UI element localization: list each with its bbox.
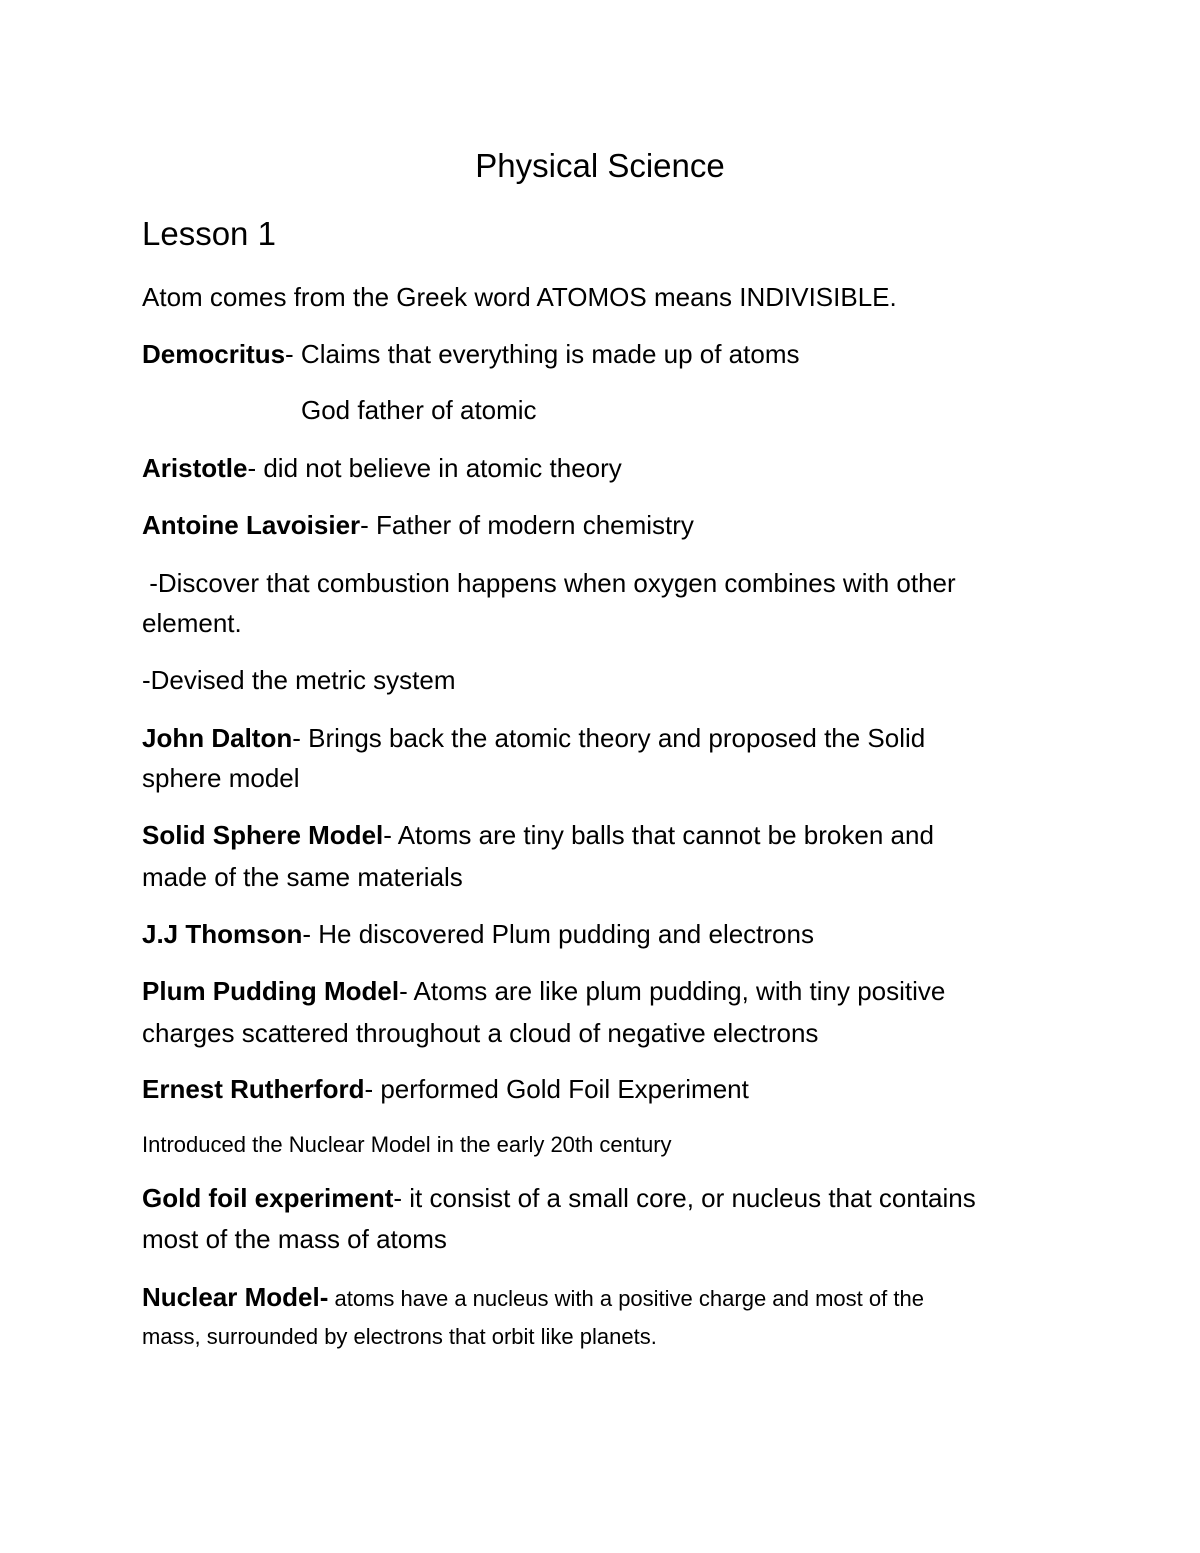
intro-line: Atom comes from the Greek word ATOMOS means INDIVISIBLE. xyxy=(142,282,897,312)
entry-aristotle xyxy=(142,447,1072,489)
entry-rutherford xyxy=(142,1068,1072,1110)
solid-sphere-line2: made of the same materials xyxy=(142,862,463,892)
definition-aristotle: - did not believe in atomic theory xyxy=(247,453,622,483)
entry-lavoisier xyxy=(142,504,1072,546)
definition-plum-pudding: - Atoms are like plum pudding, with tiny positive xyxy=(399,976,946,1006)
definition-lavoisier: - Father of modern chemistry xyxy=(360,510,694,540)
lavoisier-point1-line1: -Discover that combustion happens when oxygen combines with other xyxy=(142,568,956,598)
definition-solid-sphere: - Atoms are tiny balls that cannot be broken and xyxy=(383,820,934,850)
term-nuclear-model: Nuclear Model- xyxy=(142,1282,329,1312)
definition-gold-foil: - it consist of a small core, or nucleus that contains xyxy=(393,1183,976,1213)
term-aristotle: Aristotle xyxy=(142,453,248,483)
term-dalton: John Dalton xyxy=(142,723,293,753)
term-lavoisier: Antoine Lavoisier xyxy=(142,510,361,540)
entry-nuclear-model xyxy=(142,1276,1072,1320)
note-rutherford: Introduced the Nuclear Model in the early 20th century xyxy=(142,1132,672,1157)
term-democritus: Democritus xyxy=(142,339,286,369)
note-democritus: God father of atomic xyxy=(301,395,537,425)
term-plum-pudding: Plum Pudding Model xyxy=(142,976,400,1006)
term-solid-sphere: Solid Sphere Model xyxy=(142,820,384,850)
entry-solid-sphere xyxy=(142,814,1072,856)
lavoisier-point1-line2: element. xyxy=(142,608,242,638)
dalton-line2: sphere model xyxy=(142,763,300,793)
term-rutherford: Ernest Rutherford xyxy=(142,1074,365,1104)
definition-thomson: - He discovered Plum pudding and electrons xyxy=(302,919,814,949)
lesson-heading: Lesson 1 xyxy=(142,215,276,252)
entry-gold-foil xyxy=(142,1177,1072,1219)
nuclear-model-line2: mass, surrounded by electrons that orbit like planets. xyxy=(142,1324,657,1349)
term-thomson: J.J Thomson xyxy=(142,919,303,949)
entry-plum-pudding xyxy=(142,970,1072,1012)
document-title: Physical Science xyxy=(475,147,725,184)
definition-nuclear-model: atoms have a nucleus with a positive charge and most of the xyxy=(328,1286,924,1311)
plum-pudding-line2: charges scattered throughout a cloud of negative electrons xyxy=(142,1018,819,1048)
lavoisier-point2: -Devised the metric system xyxy=(142,665,456,695)
entry-democritus xyxy=(142,333,1072,375)
entry-dalton xyxy=(142,717,1072,759)
definition-dalton: - Brings back the atomic theory and proposed the Solid xyxy=(292,723,926,753)
definition-democritus: - Claims that everything is made up of atoms xyxy=(285,339,800,369)
definition-rutherford: - performed Gold Foil Experiment xyxy=(364,1074,749,1104)
term-gold-foil: Gold foil experiment xyxy=(142,1183,394,1213)
gold-foil-line2: most of the mass of atoms xyxy=(142,1224,447,1254)
entry-thomson xyxy=(142,913,1072,955)
